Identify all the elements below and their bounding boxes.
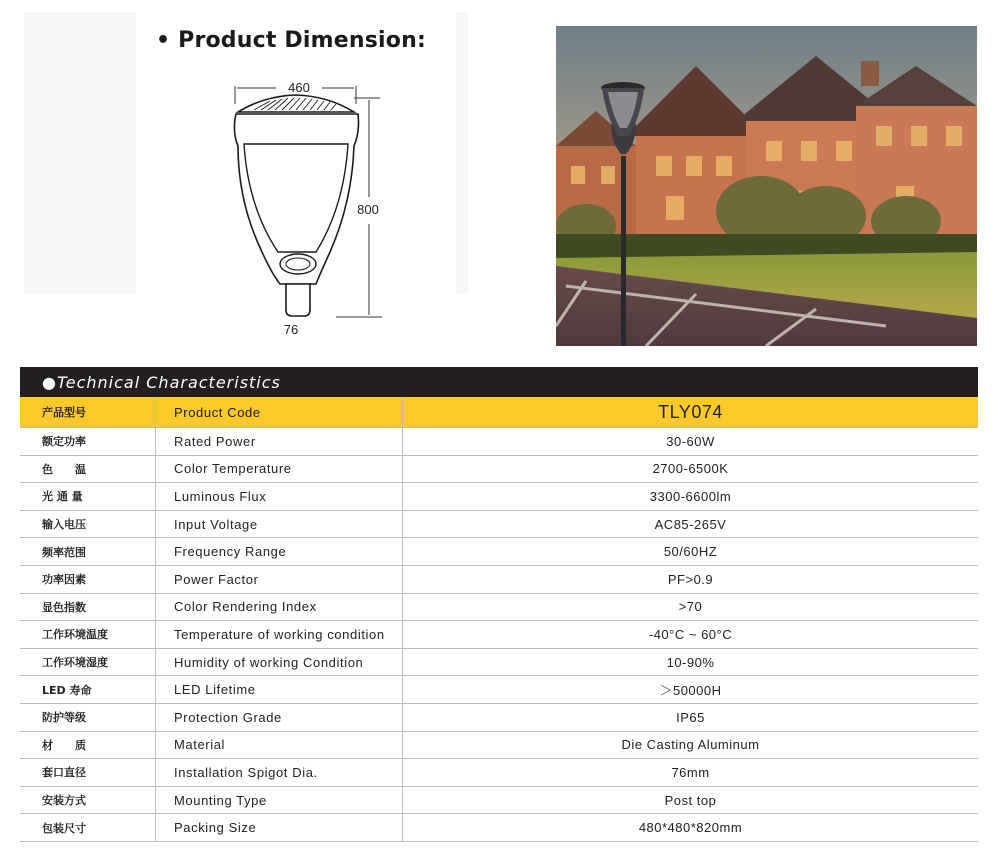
row-value: ＞50000H — [659, 683, 722, 699]
table-row — [20, 428, 978, 456]
row-label-cn: 功率因素 — [20, 566, 156, 593]
row-label-en: LED Lifetime — [156, 676, 403, 703]
row-value: 50/60HZ — [663, 544, 718, 560]
product-installation-photo — [556, 26, 977, 346]
table-row — [20, 649, 978, 677]
table-body — [20, 428, 978, 842]
row-label-cn: 额定功率 — [20, 428, 156, 455]
row-value: Post top — [664, 792, 717, 808]
row-label-cn: 套口直径 — [20, 759, 156, 786]
table-row — [20, 538, 978, 566]
table-row — [20, 814, 978, 842]
row-label-en: Color Rendering Index — [156, 594, 403, 621]
table-row — [20, 456, 978, 484]
row-label-en: Color Temperature — [156, 456, 403, 483]
row-value: -40°C ~ 60°C — [648, 626, 733, 642]
row-label-cn: 材 质 — [20, 732, 156, 759]
row-value: Die Casting Aluminum — [621, 737, 760, 753]
table-row — [20, 704, 978, 732]
row-value: AC85-265V — [654, 516, 727, 532]
row-label-cn: 色 温 — [20, 456, 156, 483]
row-value: 3300-6600lm — [649, 488, 732, 504]
table-title: ●Technical Characteristics — [42, 373, 281, 392]
row-label-en: Power Factor — [156, 566, 403, 593]
row-label-cn: 频率范围 — [20, 538, 156, 565]
row-label-en: Mounting Type — [156, 787, 403, 814]
table-row — [20, 511, 978, 539]
row-value: 2700-6500K — [652, 461, 729, 477]
table-row — [20, 787, 978, 815]
width-label: 460 — [288, 80, 310, 95]
row-value: IP65 — [676, 709, 705, 725]
row-label-en: Humidity of working Condition — [156, 649, 403, 676]
row-label-en: Input Voltage — [156, 511, 403, 538]
table-row — [20, 621, 978, 649]
row-value: 76mm — [671, 764, 710, 780]
row-value: >70 — [678, 599, 703, 615]
table-row — [20, 566, 978, 594]
row-value: 480*480*820mm — [638, 820, 743, 836]
lamp-outline — [234, 95, 358, 316]
row-label-en: Material — [156, 732, 403, 759]
row-label-en: Protection Grade — [156, 704, 403, 731]
row-label-cn: 工作环境温度 — [20, 621, 156, 648]
row-label-cn: 防护等级 — [20, 704, 156, 731]
lamp-dimension-drawing — [24, 12, 464, 342]
row-label-cn: 产品型号 — [20, 397, 156, 427]
row-label-en: Packing Size — [156, 814, 403, 841]
row-value: PF>0.9 — [667, 571, 714, 587]
row-value: 30-60W — [666, 433, 715, 449]
row-label-cn: 显色指数 — [20, 594, 156, 621]
row-label-en: Luminous Flux — [156, 483, 403, 510]
row-label-cn: 工作环境湿度 — [20, 649, 156, 676]
row-label-en: Installation Spigot Dia. — [156, 759, 403, 786]
row-value: TLY074 — [658, 401, 723, 422]
row-label-cn: LED 寿命 — [20, 676, 156, 703]
dimension-title: • Product Dimension: — [156, 28, 426, 53]
row-label-en: Temperature of working condition — [156, 621, 403, 648]
height-label: 800 — [357, 202, 379, 217]
row-label-en: Rated Power — [156, 428, 403, 455]
table-row — [20, 732, 978, 760]
table-row — [20, 483, 978, 511]
row-label-cn: 光 通 量 — [20, 483, 156, 510]
row-value: 10-90% — [666, 654, 715, 670]
table-row — [20, 676, 978, 704]
row-label-cn: 输入电压 — [20, 511, 156, 538]
photo-scene — [556, 26, 977, 346]
row-label-en: Product Code — [156, 397, 403, 427]
row-label-cn: 安装方式 — [20, 787, 156, 814]
row-label-cn: 包装尺寸 — [20, 814, 156, 841]
row-label-en: Frequency Range — [156, 538, 403, 565]
base-label: 76 — [283, 322, 299, 337]
technical-characteristics-table — [20, 367, 978, 842]
table-row — [20, 759, 978, 787]
table-row-product-code — [20, 397, 978, 428]
table-header — [20, 367, 978, 397]
table-row — [20, 594, 978, 622]
